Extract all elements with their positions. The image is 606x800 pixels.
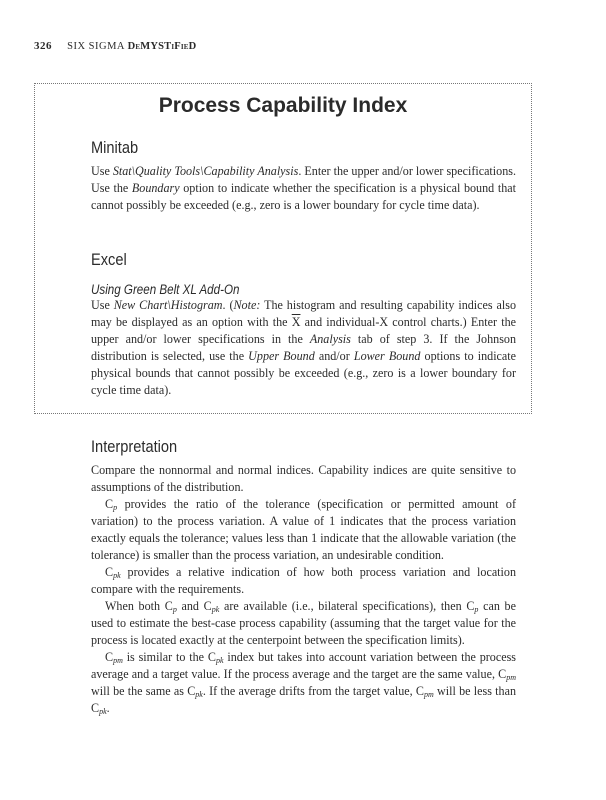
interp-para-cpm: $C_{pm}$ is similar to the $C_{pk}$ index but takes into account variation between the process average and a target value. If the process average and the target are the same value, $C_{pm}$ will be the same as $C_{pk}$. If the average drifts from the target value, $C_{pm}$ will be less than $C_{pk}$.	[91, 650, 516, 716]
interp-para-cpk: $C_{pk}$ provides a relative indication of how both process variation and location compare with the requirements.	[91, 565, 516, 596]
x-bar-symbol: $\overline{X}$	[291, 315, 301, 329]
excel-text: Use New Chart\Histogram. (Note: The histogram and resulting capability indices also may be displayed as an option with the $\overline{X}$ and individual-X control charts.) Enter the upper and/or lower specifications in the Analysis tab of step 3. If the Johnson distribution is selected, use the Upper Bound and/or Lower Bound options to indicate physical bounds that cannot possibly be exceeded (e.g., zero is a lower boundary for cycle time data).	[91, 298, 517, 397]
box-title: Process Capability Index	[158, 94, 408, 117]
interpretation-section	[91, 437, 516, 717]
series-title: SIX SIGMA	[67, 41, 125, 52]
minitab-section	[91, 138, 516, 214]
page-number: 326	[34, 40, 52, 52]
series-suffix: DeMYSTiFieD	[127, 41, 197, 52]
interp-para-1: Compare the nonnormal and normal indices. Capability indices are quite sensitive to assumptions of the distribution.	[91, 463, 516, 494]
excel-section	[91, 250, 516, 399]
interp-para-cp: $C_p$ provides the ratio of the tolerance (specification or permitted amount of variation) to the process variation. A value of 1 indicates that the process variation exactly equals the tolerance; values less than 1 indicate that the allowable variation (the tolerance) is smaller than the process variation, an undesirable condition.	[91, 497, 516, 562]
minitab-heading: Minitab	[91, 138, 139, 157]
excel-subheading: Using Green Belt XL Add-On	[91, 282, 240, 297]
interpretation-heading: Interpretation	[91, 437, 178, 456]
excel-heading: Excel	[91, 250, 127, 269]
minitab-text: Use Stat\Quality Tools\Capability Analysis. Enter the upper and/or lower specifications. Use the Boundary option to indicate whether the specification is a physical bound that cannot possibly be exceeded (e.g., zero is a lower boundary for cycle time data).	[91, 164, 516, 212]
interp-para-both: When both $C_p$ and $C_{pk}$ are available (i.e., bilateral specifications), then $C_p$ can be used to estimate the best-case process capability (assuming that the target value for the process is located exactly at the centerpoint between the specification limits).	[91, 599, 516, 647]
running-header	[34, 40, 196, 52]
